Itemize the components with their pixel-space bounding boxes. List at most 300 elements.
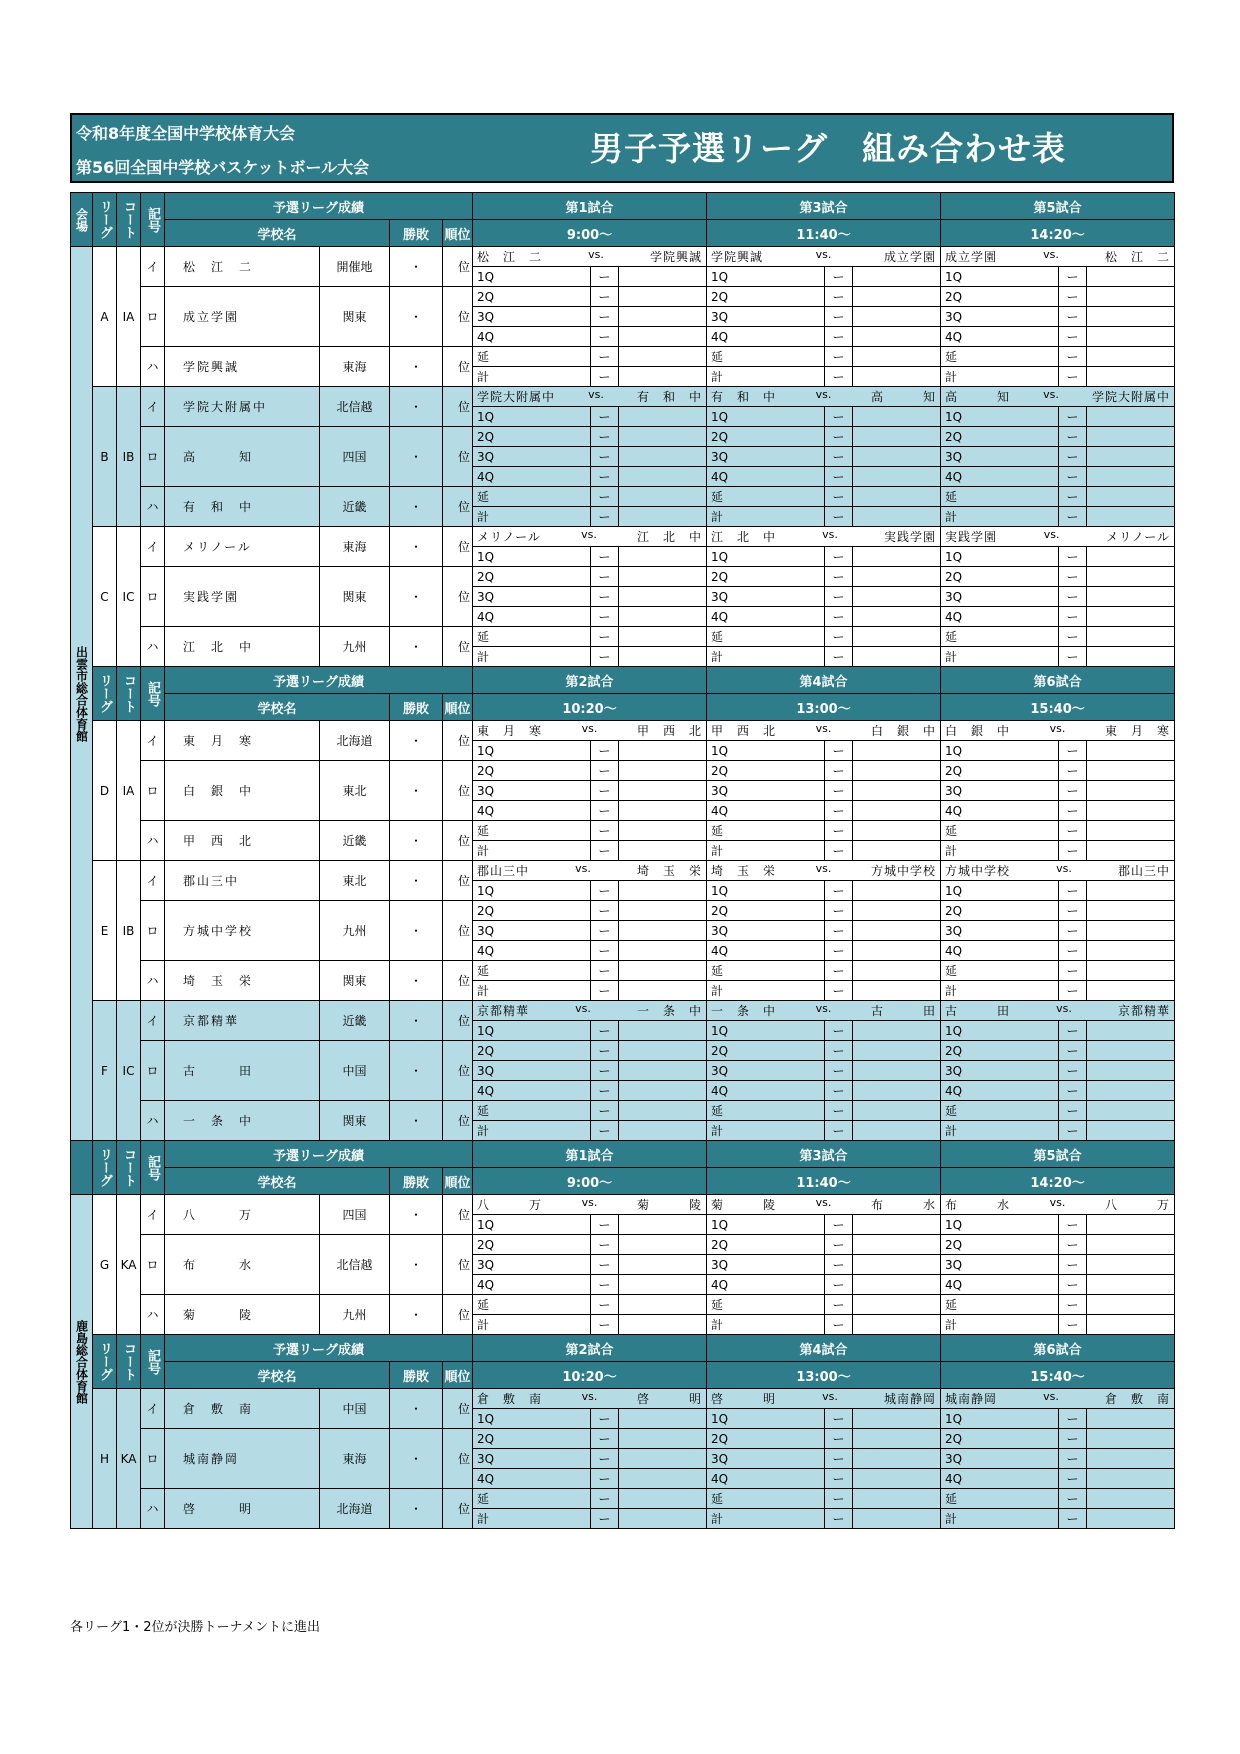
- score-separator: ー: [591, 1509, 619, 1529]
- score-separator: ー: [591, 1469, 619, 1489]
- school-mark: イ: [141, 861, 165, 901]
- quarter-label: 3Q: [473, 1255, 591, 1275]
- quarter-row: [71, 1295, 1175, 1315]
- score-separator: ー: [825, 901, 853, 921]
- match-title: [707, 1195, 941, 1215]
- quarter-label: 延: [941, 1101, 1059, 1121]
- game-time: 14:20〜: [941, 220, 1175, 247]
- score-separator: ー: [591, 821, 619, 841]
- match-title: [941, 1195, 1175, 1215]
- quarter-label: 4Q: [941, 1469, 1059, 1489]
- school-name: 八 万: [165, 1195, 320, 1235]
- rank-cell: 位: [443, 247, 473, 287]
- school-name: 学院興誠: [165, 347, 320, 387]
- score-cell: [619, 1469, 707, 1489]
- mark-header: 記号: [141, 1335, 165, 1389]
- game-label: 第6試合: [941, 667, 1175, 694]
- league-header: リーグ: [93, 1335, 117, 1389]
- score-cell: [1087, 1041, 1175, 1061]
- quarter-label: 2Q: [473, 427, 591, 447]
- quarter-row: [71, 347, 1175, 367]
- score-separator: ー: [825, 1275, 853, 1295]
- quarter-label: 3Q: [473, 447, 591, 467]
- quarter-row: [71, 567, 1175, 587]
- match-title: [707, 527, 941, 547]
- title-bar: [70, 113, 1174, 183]
- score-cell: [619, 307, 707, 327]
- quarter-label: 1Q: [707, 547, 825, 567]
- score-separator: ー: [591, 841, 619, 861]
- home-team: 方城中学校: [945, 864, 1011, 878]
- vs-label: vs.: [1049, 722, 1066, 735]
- score-separator: ー: [1059, 741, 1087, 761]
- header-row: [71, 667, 1175, 694]
- quarter-label: 延: [473, 1489, 591, 1509]
- quarter-label: 1Q: [941, 1021, 1059, 1041]
- match-pair: [941, 248, 1174, 265]
- score-cell: [619, 1041, 707, 1061]
- score-separator: ー: [825, 267, 853, 287]
- vs-label: vs.: [815, 248, 832, 261]
- venue-name: 出雲市総合体育館: [71, 247, 93, 1141]
- score-separator: ー: [591, 941, 619, 961]
- score-cell: [619, 901, 707, 921]
- quarter-label: 2Q: [941, 287, 1059, 307]
- score-cell: [853, 587, 941, 607]
- quarter-label: 3Q: [707, 1449, 825, 1469]
- score-cell: [853, 1101, 941, 1121]
- quarter-label: 計: [473, 841, 591, 861]
- quarter-label: 2Q: [473, 761, 591, 781]
- footnote: 各リーグ1・2位が決勝トーナメントに進出: [70, 1620, 321, 1635]
- score-separator: ー: [1059, 1041, 1087, 1061]
- league-header: リーグ: [93, 193, 117, 247]
- win-loss-record: ・: [390, 1001, 443, 1041]
- score-separator: ー: [825, 781, 853, 801]
- header-row: [71, 220, 1175, 247]
- quarter-label: 計: [941, 841, 1059, 861]
- quarter-label: 2Q: [707, 1041, 825, 1061]
- away-team: 方城中学校: [871, 864, 937, 878]
- quarter-label: 計: [707, 1509, 825, 1529]
- score-separator: ー: [591, 881, 619, 901]
- score-separator: ー: [1059, 781, 1087, 801]
- school-mark: ロ: [141, 567, 165, 627]
- game-time: 14:20〜: [941, 1168, 1175, 1195]
- score-separator: ー: [591, 447, 619, 467]
- quarter-label: 延: [473, 347, 591, 367]
- score-separator: ー: [591, 1121, 619, 1141]
- rank-cell: 位: [443, 487, 473, 527]
- school-name: 江 北 中: [165, 627, 320, 667]
- score-cell: [853, 427, 941, 447]
- rank-cell: 位: [443, 1489, 473, 1529]
- quarter-row: [71, 761, 1175, 781]
- score-separator: ー: [591, 467, 619, 487]
- game-time: 15:40〜: [941, 1362, 1175, 1389]
- score-separator: ー: [1059, 981, 1087, 1001]
- score-cell: [853, 741, 941, 761]
- court-header: コート: [117, 667, 141, 721]
- win-loss-record: ・: [390, 347, 443, 387]
- school-name: メリノール: [165, 527, 320, 567]
- quarter-label: 計: [941, 647, 1059, 667]
- school-region: 関東: [320, 567, 390, 627]
- score-cell: [853, 287, 941, 307]
- away-team: 学院興誠: [650, 250, 703, 264]
- school-name: 成立学園: [165, 287, 320, 347]
- score-separator: ー: [1059, 1429, 1087, 1449]
- score-separator: ー: [591, 761, 619, 781]
- score-separator: ー: [1059, 627, 1087, 647]
- quarter-label: 1Q: [707, 267, 825, 287]
- score-cell: [853, 1121, 941, 1141]
- score-separator: ー: [591, 1021, 619, 1041]
- score-separator: ー: [1059, 1061, 1087, 1081]
- score-cell: [619, 801, 707, 821]
- quarter-label: 4Q: [941, 327, 1059, 347]
- away-team: 倉 敷 南: [1105, 1392, 1171, 1406]
- quarter-label: 延: [473, 821, 591, 841]
- home-team: 一 条 中: [711, 1004, 777, 1018]
- quarter-label: 2Q: [941, 427, 1059, 447]
- quarter-label: 1Q: [707, 1409, 825, 1429]
- score-cell: [619, 821, 707, 841]
- quarter-label: 計: [941, 1509, 1059, 1529]
- score-cell: [619, 1215, 707, 1235]
- school-region: 東海: [320, 347, 390, 387]
- score-separator: ー: [1059, 347, 1087, 367]
- score-separator: ー: [825, 367, 853, 387]
- score-separator: ー: [591, 1429, 619, 1449]
- quarter-label: 3Q: [707, 1255, 825, 1275]
- rank-cell: 位: [443, 627, 473, 667]
- score-cell: [853, 447, 941, 467]
- away-team: 東 月 寒: [1105, 724, 1171, 738]
- score-cell: [619, 607, 707, 627]
- quarter-label: 1Q: [941, 1215, 1059, 1235]
- away-team: 松 江 二: [1105, 250, 1171, 264]
- score-cell: [1087, 921, 1175, 941]
- quarter-label: 3Q: [941, 921, 1059, 941]
- school-region: 近畿: [320, 1001, 390, 1041]
- home-team: 城南静岡: [945, 1392, 998, 1406]
- school-mark: ハ: [141, 487, 165, 527]
- home-team: 白 銀 中: [945, 724, 1011, 738]
- score-separator: ー: [1059, 921, 1087, 941]
- match-pair: [941, 1002, 1174, 1019]
- score-separator: ー: [591, 287, 619, 307]
- quarter-label: 3Q: [473, 781, 591, 801]
- rank-cell: 位: [443, 721, 473, 761]
- score-cell: [619, 1295, 707, 1315]
- score-separator: ー: [1059, 267, 1087, 287]
- score-separator: ー: [1059, 801, 1087, 821]
- match-title: [941, 527, 1175, 547]
- game-label: 第3試合: [707, 1141, 941, 1168]
- quarter-row: [71, 487, 1175, 507]
- score-cell: [619, 487, 707, 507]
- court-header: コート: [117, 193, 141, 247]
- score-cell: [619, 761, 707, 781]
- score-separator: ー: [825, 1041, 853, 1061]
- results-header: 予選リーグ成績: [165, 1141, 473, 1168]
- score-cell: [619, 1101, 707, 1121]
- score-cell: [853, 1295, 941, 1315]
- rank-cell: 位: [443, 901, 473, 961]
- quarter-label: 4Q: [941, 1081, 1059, 1101]
- game-label: 第5試合: [941, 1141, 1175, 1168]
- quarter-label: 計: [707, 367, 825, 387]
- vs-label: vs.: [815, 1196, 832, 1209]
- score-cell: [1087, 367, 1175, 387]
- school-region: 関東: [320, 961, 390, 1001]
- score-cell: [619, 587, 707, 607]
- quarter-label: 延: [707, 627, 825, 647]
- record-header: 勝敗: [390, 1362, 443, 1389]
- score-cell: [619, 1081, 707, 1101]
- game-time: 11:40〜: [707, 1168, 941, 1195]
- quarter-label: 計: [941, 1315, 1059, 1335]
- quarter-label: 4Q: [707, 1469, 825, 1489]
- header-row: [71, 1335, 1175, 1362]
- score-separator: ー: [825, 627, 853, 647]
- quarter-label: 2Q: [941, 761, 1059, 781]
- vs-label: vs.: [581, 528, 597, 541]
- win-loss-record: ・: [390, 1101, 443, 1141]
- score-separator: ー: [825, 347, 853, 367]
- school-mark: ロ: [141, 1429, 165, 1489]
- score-separator: ー: [591, 921, 619, 941]
- game-label: 第5試合: [941, 193, 1175, 220]
- league-header: リーグ: [93, 1141, 117, 1195]
- score-separator: ー: [825, 547, 853, 567]
- score-separator: ー: [825, 881, 853, 901]
- away-team: 京都精華: [1118, 1004, 1171, 1018]
- quarter-label: 4Q: [941, 607, 1059, 627]
- quarter-label: 4Q: [473, 1469, 591, 1489]
- score-cell: [853, 841, 941, 861]
- win-loss-record: ・: [390, 761, 443, 821]
- rank-cell: 位: [443, 387, 473, 427]
- quarter-label: 2Q: [941, 901, 1059, 921]
- game-label: 第4試合: [707, 1335, 941, 1362]
- score-separator: ー: [825, 921, 853, 941]
- home-team: 八 万: [477, 1198, 543, 1212]
- score-separator: ー: [591, 347, 619, 367]
- score-cell: [1087, 1101, 1175, 1121]
- school-mark: ロ: [141, 761, 165, 821]
- vs-label: vs.: [815, 1002, 832, 1015]
- score-cell: [1087, 741, 1175, 761]
- quarter-label: 4Q: [473, 941, 591, 961]
- score-separator: ー: [1059, 607, 1087, 627]
- score-cell: [619, 1021, 707, 1041]
- school-name: 城南静岡: [165, 1429, 320, 1489]
- score-separator: ー: [591, 981, 619, 1001]
- quarter-label: 1Q: [941, 267, 1059, 287]
- match-title: [473, 1001, 707, 1021]
- home-team: 江 北 中: [711, 530, 777, 544]
- score-cell: [1087, 1449, 1175, 1469]
- quarter-label: 4Q: [707, 607, 825, 627]
- score-separator: ー: [591, 1295, 619, 1315]
- win-loss-record: ・: [390, 1389, 443, 1429]
- rank-cell: 位: [443, 527, 473, 567]
- away-team: 菊 陵: [637, 1198, 703, 1212]
- quarter-label: 計: [473, 981, 591, 1001]
- score-separator: ー: [1059, 467, 1087, 487]
- score-cell: [619, 941, 707, 961]
- match-title: [707, 1001, 941, 1021]
- page-title: 男子予選リーグ 組み合わせ表: [590, 129, 1066, 168]
- score-separator: ー: [1059, 1275, 1087, 1295]
- mark-header: 記号: [141, 1141, 165, 1195]
- league-letter: B: [93, 387, 117, 527]
- match-title-row: [71, 861, 1175, 881]
- score-cell: [1087, 901, 1175, 921]
- score-separator: ー: [591, 587, 619, 607]
- quarter-row: [71, 961, 1175, 981]
- score-separator: ー: [591, 1041, 619, 1061]
- quarter-label: 延: [707, 347, 825, 367]
- match-pair: [707, 248, 940, 265]
- league-letter: E: [93, 861, 117, 1001]
- rank-header: 順位: [443, 220, 473, 247]
- score-cell: [1087, 547, 1175, 567]
- school-name: 実践学園: [165, 567, 320, 627]
- score-separator: ー: [591, 327, 619, 347]
- school-name: 方城中学校: [165, 901, 320, 961]
- score-separator: ー: [591, 627, 619, 647]
- quarter-row: [71, 1235, 1175, 1255]
- score-separator: ー: [825, 1489, 853, 1509]
- game-time: 10:20〜: [473, 1362, 707, 1389]
- court-code: IA: [117, 721, 141, 861]
- results-header: 予選リーグ成績: [165, 1335, 473, 1362]
- score-cell: [853, 627, 941, 647]
- rank-cell: 位: [443, 1429, 473, 1489]
- score-cell: [1087, 1295, 1175, 1315]
- score-cell: [853, 367, 941, 387]
- score-separator: ー: [825, 487, 853, 507]
- score-separator: ー: [591, 267, 619, 287]
- school-mark: イ: [141, 1001, 165, 1041]
- score-cell: [1087, 881, 1175, 901]
- quarter-label: 1Q: [473, 1409, 591, 1429]
- score-separator: ー: [1059, 1489, 1087, 1509]
- school-name: 一 条 中: [165, 1101, 320, 1141]
- school-mark: ハ: [141, 1295, 165, 1335]
- score-cell: [853, 1469, 941, 1489]
- quarter-label: 4Q: [707, 327, 825, 347]
- score-cell: [619, 1255, 707, 1275]
- quarter-label: 4Q: [473, 607, 591, 627]
- score-cell: [1087, 1215, 1175, 1235]
- court-header: コート: [117, 1141, 141, 1195]
- school-mark: イ: [141, 1389, 165, 1429]
- quarter-label: 2Q: [473, 1429, 591, 1449]
- away-team: 城南静岡: [884, 1392, 937, 1406]
- rank-cell: 位: [443, 1235, 473, 1295]
- match-title: [941, 1001, 1175, 1021]
- score-cell: [853, 1041, 941, 1061]
- quarter-row: [71, 287, 1175, 307]
- score-cell: [853, 1235, 941, 1255]
- quarter-label: 延: [473, 1101, 591, 1121]
- school-region: 四国: [320, 1195, 390, 1235]
- score-cell: [619, 1275, 707, 1295]
- score-separator: ー: [1059, 1469, 1087, 1489]
- school-mark: イ: [141, 721, 165, 761]
- win-loss-record: ・: [390, 567, 443, 627]
- school-mark: イ: [141, 1195, 165, 1235]
- score-separator: ー: [825, 761, 853, 781]
- home-team: 埼 玉 栄: [711, 864, 777, 878]
- vs-label: vs.: [581, 1196, 598, 1209]
- score-separator: ー: [591, 647, 619, 667]
- score-separator: ー: [1059, 1081, 1087, 1101]
- score-separator: ー: [825, 607, 853, 627]
- score-cell: [853, 1255, 941, 1275]
- score-cell: [1087, 941, 1175, 961]
- away-team: メリノール: [1106, 530, 1171, 544]
- school-header: 学校名: [165, 1362, 390, 1389]
- win-loss-record: ・: [390, 1489, 443, 1529]
- match-title-row: [71, 721, 1175, 741]
- home-team: 古 田: [945, 1004, 1011, 1018]
- game-time: 10:20〜: [473, 694, 707, 721]
- quarter-label: 計: [707, 841, 825, 861]
- score-separator: ー: [591, 801, 619, 821]
- home-team: 松 江 二: [477, 250, 543, 264]
- venue-header: 会場: [71, 193, 93, 247]
- score-cell: [619, 447, 707, 467]
- score-separator: ー: [1059, 507, 1087, 527]
- score-cell: [1087, 427, 1175, 447]
- score-separator: ー: [825, 1295, 853, 1315]
- score-separator: ー: [1059, 447, 1087, 467]
- school-mark: ロ: [141, 427, 165, 487]
- score-separator: ー: [1059, 1235, 1087, 1255]
- score-cell: [1087, 961, 1175, 981]
- school-mark: イ: [141, 247, 165, 287]
- score-separator: ー: [825, 821, 853, 841]
- score-cell: [619, 547, 707, 567]
- score-separator: ー: [591, 607, 619, 627]
- game-time: 11:40〜: [707, 220, 941, 247]
- score-separator: ー: [1059, 1215, 1087, 1235]
- quarter-label: 1Q: [941, 741, 1059, 761]
- school-name: 高 知: [165, 427, 320, 487]
- school-name: 倉 敷 南: [165, 1389, 320, 1429]
- away-team: 学院大附属中: [1092, 390, 1171, 404]
- quarter-label: 3Q: [941, 1449, 1059, 1469]
- game-time: 15:40〜: [941, 694, 1175, 721]
- match-title: [707, 247, 941, 267]
- court-code: IB: [117, 387, 141, 527]
- rank-cell: 位: [443, 567, 473, 627]
- quarter-label: 1Q: [473, 741, 591, 761]
- score-cell: [1087, 267, 1175, 287]
- quarter-label: 4Q: [707, 941, 825, 961]
- quarter-label: 4Q: [707, 801, 825, 821]
- school-region: 九州: [320, 901, 390, 961]
- score-separator: ー: [825, 961, 853, 981]
- league-schedule-table: [70, 192, 1174, 1529]
- win-loss-record: ・: [390, 287, 443, 347]
- score-cell: [1087, 487, 1175, 507]
